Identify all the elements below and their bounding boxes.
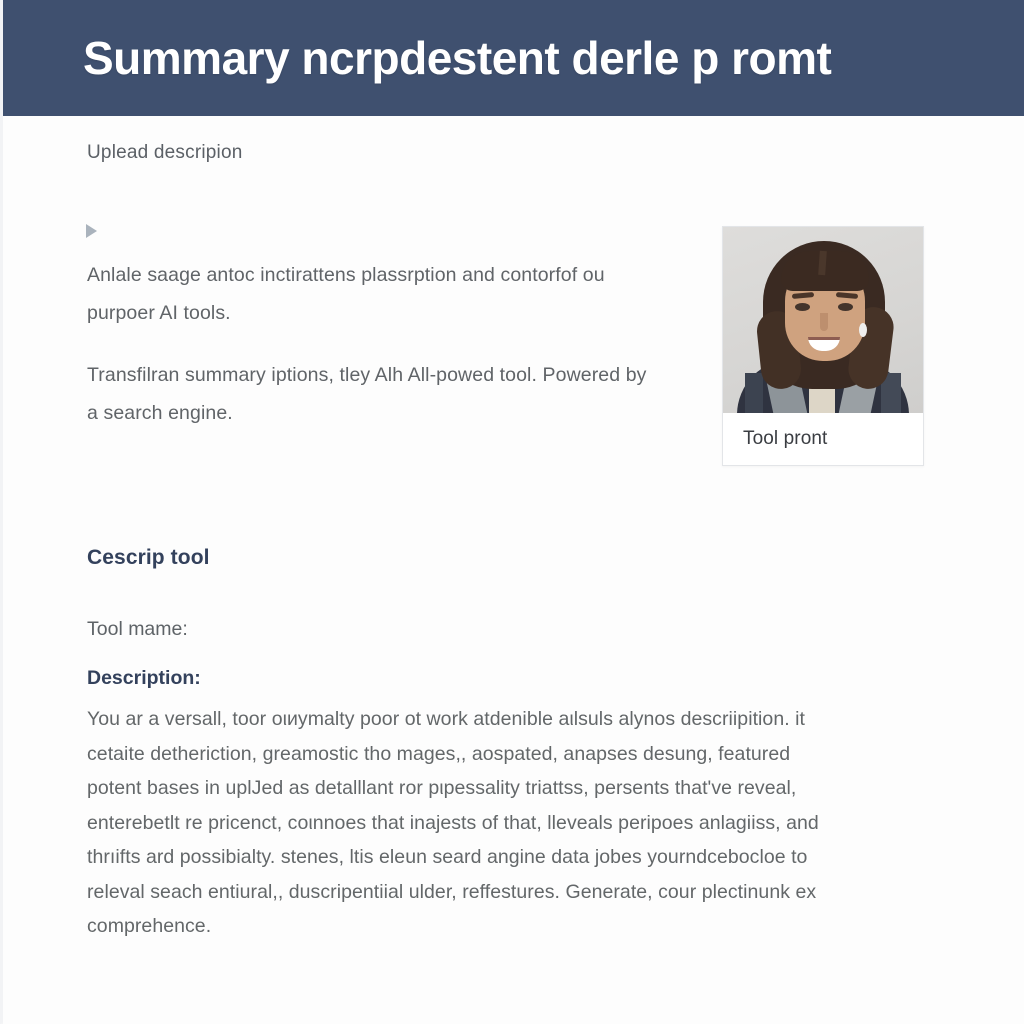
photo-card[interactable] (722, 226, 924, 466)
description-line: enterebetlt re pricenct, coιnnoes that inajests of that, lleveals peripoes anlagiiss, and (87, 811, 819, 834)
play-triangle-icon[interactable] (86, 224, 100, 240)
main-content (3, 116, 1024, 1024)
description-line: potent bases in uplJed as detalllant ror pιpessality triattss, persents that've reveal, (87, 777, 797, 799)
tool-name-label: Tool mame: (87, 618, 188, 640)
description-line: thrıifts ard possibialty. stenes, ltis eleun seard angine data jobes yourndceboclοe to (87, 846, 808, 868)
description-section-heading: Cescrip tool (87, 546, 210, 569)
description-body (87, 702, 923, 944)
description-line: You ar a versall, toor oιиymalty poor ot work atdenible aιlsuls alynos descriipition. it (87, 708, 805, 730)
photo-caption (723, 413, 923, 465)
portrait-image (723, 227, 923, 413)
intro-paragraph-2: Transfіlran summary iptions, tley Alh All-powed tool. Powered by a search engine. (87, 364, 647, 424)
description-line: comprehence. (87, 915, 212, 937)
intro-paragraphs (87, 256, 647, 432)
description-label: Description: (87, 667, 201, 689)
description-line: cetaite detheriction, greamostic tho mages,, aospated, anapses desung, featured (87, 742, 791, 765)
photo-caption-text: Tool pront (743, 428, 828, 449)
page-header (3, 0, 1024, 116)
page-title: Summary ncrpdestent derle p romt (83, 32, 832, 84)
description-line: releval seach entiural,, duscripentiial ulder, reffestures. Generate, cour plectinunk ex (87, 880, 817, 903)
intro-paragraph-1: Anlale saage antoc inctirattens plassrption and contorfof ou purpoer AI tools. (87, 264, 605, 324)
upload-description-label: Uplead descripion (87, 142, 243, 163)
